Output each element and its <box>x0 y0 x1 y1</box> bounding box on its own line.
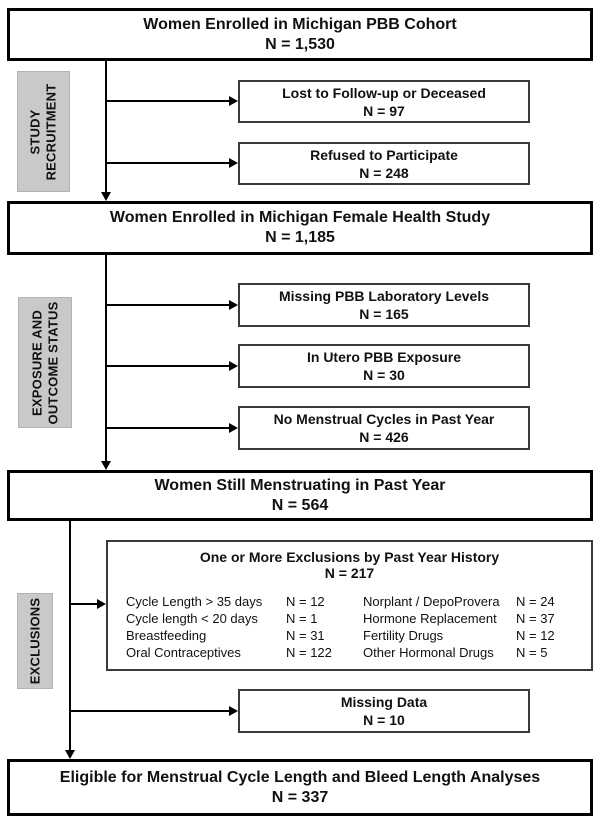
stage-label-study-recruitment <box>17 71 70 192</box>
connector-cohort-to-healthstudy <box>105 61 107 192</box>
box-cohort <box>7 8 593 61</box>
box-in-utero-title: In Utero PBB Exposure <box>306 349 462 365</box>
arrowhead-right-icon <box>97 599 106 609</box>
box-missing-data-title: Missing Data <box>340 694 428 710</box>
exclusion-value: N = 12 <box>516 628 555 643</box>
box-exclusions-detail <box>106 540 593 671</box>
box-missing-pbb <box>238 283 530 327</box>
box-health-study-title: Women Enrolled in Michigan Female Health Study <box>109 209 491 226</box>
box-no-cycles-n: N = 426 <box>359 429 409 445</box>
box-health-study <box>7 201 593 255</box>
stage-label-exposure-outcome <box>18 297 72 428</box>
arrowhead-down-icon <box>65 750 75 759</box>
exclusion-value: N = 12 <box>286 594 325 609</box>
exclusion-label: Other Hormonal Drugs <box>363 645 494 660</box>
exclusions-title: One or More Exclusions by Past Year History <box>199 549 500 565</box>
stage-label-exposure-outcome-text: EXPOSURE AND OUTCOME STATUS <box>29 301 60 424</box>
box-lost-followup <box>238 80 530 123</box>
box-missing-data-n: N = 10 <box>363 712 405 728</box>
connector-to-lost-followup <box>106 100 229 102</box>
box-missing-data <box>238 689 530 733</box>
exclusion-label: Oral Contraceptives <box>126 645 241 660</box>
box-eligible-title: Eligible for Menstrual Cycle Length and Bleed Length Analyses <box>59 768 541 786</box>
box-eligible <box>7 759 593 816</box>
connector-to-refused <box>106 162 229 164</box>
exclusion-value: N = 1 <box>286 611 318 626</box>
arrowhead-right-icon <box>229 361 238 371</box>
exclusions-list <box>126 593 591 661</box>
exclusion-label: Fertility Drugs <box>363 628 444 643</box>
exclusion-value: N = 24 <box>516 594 555 609</box>
connector-to-no-cycles <box>106 427 229 429</box>
box-no-cycles <box>238 406 530 450</box>
exclusion-label: Hormone Replacement <box>363 611 497 626</box>
arrowhead-right-icon <box>229 706 238 716</box>
exclusion-value: N = 122 <box>286 645 332 660</box>
box-refused <box>238 142 530 185</box>
connector-menstruating-to-eligible <box>69 521 71 750</box>
box-lost-followup-title: Lost to Follow-up or Deceased <box>282 84 486 101</box>
box-eligible-n: N = 337 <box>271 788 329 806</box>
connector-healthstudy-to-menstruating <box>105 255 107 461</box>
stage-label-exclusions <box>17 593 53 689</box>
box-missing-pbb-n: N = 165 <box>359 306 409 322</box>
box-menstruating-title: Women Still Menstruating in Past Year <box>154 476 446 494</box>
connector-to-in-utero <box>106 365 229 367</box>
arrowhead-right-icon <box>229 423 238 433</box>
box-health-study-n: N = 1,185 <box>265 229 335 246</box>
arrowhead-right-icon <box>229 158 238 168</box>
exclusion-label: Norplant / DepoProvera <box>363 594 500 609</box>
box-refused-n: N = 248 <box>359 164 409 181</box>
arrowhead-right-icon <box>229 300 238 310</box>
box-in-utero <box>238 344 530 388</box>
arrowhead-right-icon <box>229 96 238 106</box>
stage-label-study-recruitment-text: STUDY RECRUITMENT <box>27 83 59 180</box>
arrowhead-down-icon <box>101 461 111 470</box>
box-in-utero-n: N = 30 <box>363 367 405 383</box>
exclusion-label: Cycle length < 20 days <box>126 611 258 626</box>
box-cohort-title: Women Enrolled in Michigan PBB Cohort <box>143 15 457 33</box>
arrowhead-down-icon <box>101 192 111 201</box>
exclusions-n: N = 217 <box>324 565 375 581</box>
box-cohort-n: N = 1,530 <box>265 35 335 53</box>
stage-label-exclusions-text: EXCLUSIONS <box>27 597 43 685</box>
box-refused-title: Refused to Participate <box>310 146 458 163</box>
box-menstruating <box>7 470 593 521</box>
box-no-cycles-title: No Menstrual Cycles in Past Year <box>273 411 495 427</box>
connector-to-missing-pbb <box>106 304 229 306</box>
connector-to-exclusions-detail <box>70 603 97 605</box>
box-menstruating-n: N = 564 <box>271 496 329 514</box>
connector-to-missing-data <box>70 710 229 712</box>
box-lost-followup-n: N = 97 <box>363 102 405 119</box>
exclusion-value: N = 5 <box>516 645 548 660</box>
exclusion-label: Cycle Length > 35 days <box>126 594 263 609</box>
exclusion-value: N = 37 <box>516 611 555 626</box>
exclusion-label: Breastfeeding <box>126 628 207 643</box>
box-missing-pbb-title: Missing PBB Laboratory Levels <box>278 288 490 304</box>
exclusion-value: N = 31 <box>286 628 325 643</box>
